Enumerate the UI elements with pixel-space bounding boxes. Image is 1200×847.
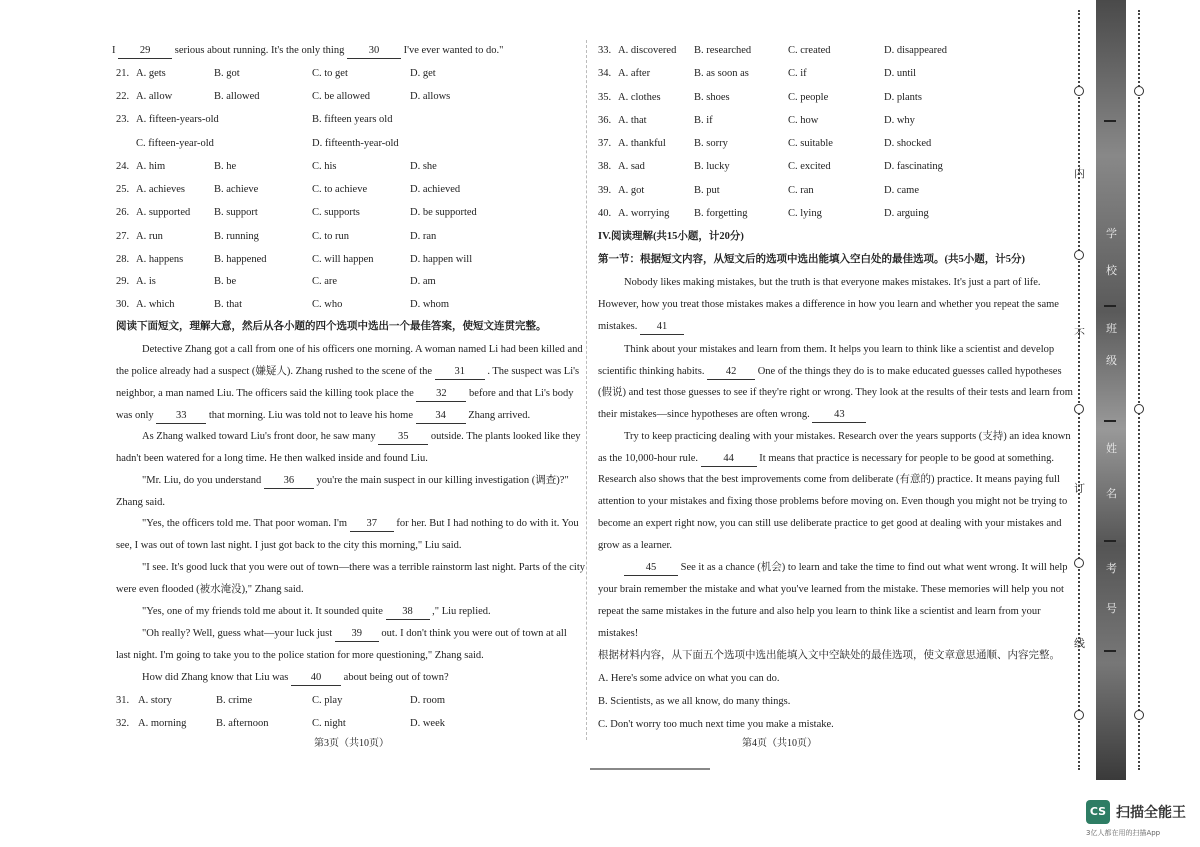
q-num: 36. <box>598 115 612 126</box>
seal-line <box>1138 10 1140 770</box>
text: was only <box>116 410 154 421</box>
option-d: D. be supported <box>410 207 477 218</box>
option-a: A. fifteen-years-old <box>136 114 219 125</box>
passage-line: Nobody likes making mistakes, but the truth is that everyone makes mistakes. It's just a part of life. <box>624 277 1041 288</box>
option-c: C. night <box>312 718 346 729</box>
column-divider <box>586 40 587 740</box>
option-d: D. shocked <box>884 138 932 149</box>
option-b: B. researched <box>694 45 752 56</box>
q-num: 30. <box>116 299 130 310</box>
student-info-strip <box>1096 0 1126 780</box>
binding-hole <box>1134 404 1144 414</box>
passage-line <box>598 452 1054 467</box>
option-b: B. lucky <box>694 161 730 172</box>
option-c: C. play <box>312 695 343 706</box>
passage-line <box>142 430 581 445</box>
option-b: B. that <box>214 299 242 310</box>
passage-line: hadn't been watered for a long time. He then walked inside and found Liu. <box>116 453 428 464</box>
option-d: D. am <box>410 276 436 287</box>
text: before and that Li's body <box>469 388 574 399</box>
option-c: C. to get <box>312 68 348 79</box>
cs-badge: CS <box>1086 800 1110 824</box>
blank-35: 35 <box>378 430 428 445</box>
option-c: C. be allowed <box>312 91 371 102</box>
option-c: C. to achieve <box>312 184 368 195</box>
binding-hole <box>1074 86 1084 96</box>
instruction: 阅读下面短文，理解大意，然后从各小题的四个选项中选出一个最佳答案，使短文连贯完整。 <box>116 321 547 332</box>
q-num: 40. <box>598 208 612 219</box>
answer-option-c: C. Don't worry too much next time you make a mistake. <box>598 719 834 730</box>
binding-hole <box>1074 558 1084 568</box>
option-b: B. happened <box>214 254 267 265</box>
binding-hole <box>1134 710 1144 720</box>
binding-hole <box>1074 710 1084 720</box>
info-label: 考 <box>1106 563 1117 575</box>
passage-line <box>142 627 567 642</box>
passage-line <box>116 409 530 424</box>
binding-hole <box>1074 404 1084 414</box>
text: you're the main suspect in our killing investigation (调查)?" <box>316 475 569 486</box>
info-label: 名 <box>1106 488 1117 500</box>
blank-43: 43 <box>812 408 866 423</box>
q-num: 34. <box>598 68 612 79</box>
option-d: D. why <box>884 115 915 126</box>
text: mistakes. <box>598 321 638 332</box>
text: "Mr. Liu, do you understand <box>142 475 262 486</box>
option-b: B. if <box>694 115 713 126</box>
intro-mid: serious about running. It's the only thing <box>174 45 345 56</box>
info-label: 班 <box>1106 323 1117 335</box>
option-c: C. fifteen-year-old <box>136 138 214 149</box>
section-title: IV.阅读理解(共15小题，计20分) <box>598 231 744 242</box>
option-a: A. achieves <box>136 184 185 195</box>
passage-line <box>142 605 491 620</box>
option-c: C. ran <box>788 185 814 196</box>
text: "Yes, one of my friends told me about it. It sounded quite <box>142 606 383 617</box>
option-d: D. week <box>410 718 445 729</box>
q-num: 25. <box>116 184 130 195</box>
option-b: B. sorry <box>694 138 728 149</box>
passage-line <box>624 561 1068 576</box>
option-c: C. who <box>312 299 343 310</box>
option-b: B. fifteen years old <box>312 114 393 125</box>
option-a: A. supported <box>136 207 191 218</box>
q-num: 24. <box>116 161 130 172</box>
seal-char: 线 <box>1074 638 1085 650</box>
binding-hole <box>1134 86 1144 96</box>
option-d: D. fascinating <box>884 161 943 172</box>
passage-line <box>142 474 569 489</box>
option-b: B. got <box>214 68 240 79</box>
option-b: B. be <box>214 276 237 287</box>
text: "Yes, the officers told me. That poor woman. I'm <box>142 518 348 529</box>
option-b: B. as soon as <box>694 68 749 79</box>
option-d: D. happen will <box>410 254 473 265</box>
option-a: A. clothes <box>618 92 661 103</box>
blank-34: 34 <box>416 409 466 424</box>
text: ," Liu replied. <box>432 606 491 617</box>
q-num: 32. <box>116 718 130 729</box>
option-d: D. plants <box>884 92 922 103</box>
option-d: D. achieved <box>410 184 461 195</box>
logo-tagline: 3亿人都在用的扫描App <box>1086 829 1161 837</box>
passage-line <box>598 320 684 335</box>
option-d: D. arguing <box>884 208 929 219</box>
info-label: 姓 <box>1106 443 1117 455</box>
answer-option-a: A. Here's some advice on what you can do. <box>598 673 780 684</box>
q-num: 37. <box>598 138 612 149</box>
text: How did Zhang know that Liu was <box>142 672 289 683</box>
blank-37: 37 <box>350 517 394 532</box>
blank-44: 44 <box>701 452 757 467</box>
seal-char: 不 <box>1074 328 1085 340</box>
tick <box>1104 120 1116 122</box>
option-d: D. allows <box>410 91 451 102</box>
option-d: D. she <box>410 161 437 172</box>
text: neighbor, a man named Liu. The officers said the killing took place the <box>116 388 414 399</box>
passage-line <box>142 517 579 532</box>
option-d: D. disappeared <box>884 45 947 56</box>
option-a: A. sad <box>618 161 645 172</box>
logo-name: 扫描全能王 <box>1116 805 1186 821</box>
option-a: A. discovered <box>618 45 677 56</box>
option-a: A. that <box>618 115 647 126</box>
passage-line: your brain remember the mistake and what you've learned from the mistake. These memories will help you not <box>598 584 1064 595</box>
option-a: A. story <box>138 695 172 706</box>
tick <box>1104 650 1116 652</box>
passage-line: were even flooded (被水淹没)," Zhang said. <box>116 584 304 595</box>
option-a: A. allow <box>136 91 173 102</box>
blank-40: 40 <box>291 671 341 686</box>
text: "Oh really? Well, guess what—your luck just <box>142 628 333 639</box>
page-footer: 第3页（共10页） <box>314 738 389 749</box>
option-b: B. put <box>694 185 720 196</box>
option-a: A. worrying <box>618 208 670 219</box>
tick <box>1104 540 1116 542</box>
info-label: 级 <box>1106 355 1117 367</box>
option-d: D. ran <box>410 231 437 242</box>
option-d: D. room <box>410 695 445 706</box>
passage-line <box>116 365 579 380</box>
option-b: B. allowed <box>214 91 260 102</box>
q-num: 23. <box>116 114 130 125</box>
intro-prefix: I <box>112 45 116 56</box>
q-num: 33. <box>598 45 612 56</box>
text: outside. The plants looked like they <box>430 431 581 442</box>
option-a: A. got <box>618 185 645 196</box>
q-num: 26. <box>116 207 130 218</box>
passage-line: repeat the same mistakes in the future and also help you learn to think like a scientist and learn from your <box>598 606 1041 617</box>
passage-line: Zhang said. <box>116 497 165 508</box>
option-b: B. forgetting <box>694 208 748 219</box>
info-label: 号 <box>1106 603 1117 615</box>
passage-line: grow as a learner. <box>598 540 673 551</box>
option-c: C. if <box>788 68 807 79</box>
answer-option-b: B. Scientists, as we all know, do many things. <box>598 696 791 707</box>
seal-char: 内 <box>1074 168 1085 180</box>
tick <box>1104 305 1116 307</box>
q-num: 22. <box>116 91 130 102</box>
blank-42: 42 <box>707 365 755 380</box>
passage-line: Research also shows that the best improvements come from deliberate (有意的) practice. It means paying full <box>598 474 1060 485</box>
passage-line: However, how you treat those mistakes makes a difference in how you learn and whether you repeat the same <box>598 299 1059 310</box>
option-c: C. suitable <box>788 138 833 149</box>
option-c: C. supports <box>312 207 360 218</box>
passage-line <box>598 365 1062 380</box>
text: their mistakes—since hypotheses are often wrong. <box>598 409 810 420</box>
option-c: C. how <box>788 115 819 126</box>
passage-line: last night. I'm going to take you to the police station for more questioning," Zhang said. <box>116 650 484 661</box>
option-b: B. running <box>214 231 259 242</box>
option-c: C. lying <box>788 208 822 219</box>
info-label: 学 <box>1106 228 1117 240</box>
text: See it as a chance (机会) to learn and take the time to find out what went wrong. It will help <box>680 562 1068 573</box>
option-b: B. support <box>214 207 258 218</box>
text: the police already had a suspect (嫌疑人). Zhang rushed to the scene of the <box>116 366 433 377</box>
option-b: B. afternoon <box>216 718 269 729</box>
text: for her. But I had nothing to do with it. You <box>396 518 579 529</box>
option-b: B. shoes <box>694 92 730 103</box>
blank-39: 39 <box>335 627 379 642</box>
text: . The suspect was Li's <box>487 366 580 377</box>
intro-line <box>112 44 503 59</box>
option-a: A. after <box>618 68 651 79</box>
option-c: C. people <box>788 92 829 103</box>
q-num: 21. <box>116 68 130 79</box>
seal-line <box>1078 10 1080 770</box>
option-d: D. came <box>884 185 919 196</box>
text: Zhang arrived. <box>468 410 531 421</box>
q-num: 35. <box>598 92 612 103</box>
seal-char: 订 <box>1074 483 1085 495</box>
blank-31: 31 <box>435 365 485 380</box>
blank-36: 36 <box>264 474 314 489</box>
passage-line: Try to keep practicing dealing with your mistakes. Research over the years supports (支持) an idea known <box>624 431 1071 442</box>
option-d: D. fifteenth-year-old <box>312 138 399 149</box>
q-num: 39. <box>598 185 612 196</box>
passage-line: Think about your mistakes and learn from them. It helps you learn to think like a scientist and develop <box>624 344 1055 355</box>
option-a: A. thankful <box>618 138 666 149</box>
blank-33: 33 <box>156 409 206 424</box>
passage-line <box>598 408 866 423</box>
option-b: B. he <box>214 161 237 172</box>
text: out. I don't think you were out of town at all <box>381 628 567 639</box>
option-a: A. run <box>136 231 163 242</box>
q-num: 31. <box>116 695 130 706</box>
choose-instruction: 根据材料内容，从下面五个选项中选出能填入文中空缺处的最佳选项，使文章意思通顺、内容完整。 <box>598 650 1060 661</box>
passage-line <box>116 387 574 402</box>
option-a: A. which <box>136 299 175 310</box>
info-label: 校 <box>1106 265 1117 277</box>
blank-30: 30 <box>347 44 401 59</box>
option-d: D. get <box>410 68 436 79</box>
scanner-logo <box>1086 800 1186 845</box>
option-c: C. will happen <box>312 254 374 265</box>
option-d: D. until <box>884 68 917 79</box>
text: as the 10,000-hour rule. <box>598 453 699 464</box>
blank-41: 41 <box>640 320 684 335</box>
option-c: C. excited <box>788 161 831 172</box>
text: that morning. Liu was told not to leave his home <box>208 410 414 421</box>
option-c: C. to run <box>312 231 350 242</box>
section-subtitle: 第一节：根据短文内容，从短文后的选项中选出能填入空白处的最佳选项。(共5小题，计5分) <box>598 254 1025 265</box>
text: As Zhang walked toward Liu's front door, he saw many <box>142 431 376 442</box>
text: It means that practice is necessary for people to be good at something. <box>759 453 1055 464</box>
passage-line: (假说) and test those guesses to see if they're right or wrong. They look at the results of their tests and learn from <box>598 387 1073 398</box>
tick <box>1104 420 1116 422</box>
q-num: 27. <box>116 231 130 242</box>
option-a: A. happens <box>136 254 184 265</box>
page-footer: 第4页（共10页） <box>742 738 817 749</box>
passage-line: see, I was out of town last night. I just got back to the city this morning," Liu said. <box>116 540 462 551</box>
text: about being out of town? <box>343 672 449 683</box>
blank-29: 29 <box>118 44 172 59</box>
blank-32: 32 <box>416 387 466 402</box>
text: scientific thinking habits. <box>598 366 705 377</box>
q-num: 28. <box>116 254 130 265</box>
option-a: A. is <box>136 276 156 287</box>
passage-line: Detective Zhang got a call from one of his officers one morning. A woman named Li had been killed and <box>142 344 583 355</box>
text: One of the things they do is to make educated guesses called hypotheses <box>757 366 1062 377</box>
option-a: A. morning <box>138 718 187 729</box>
passage-line: mistakes! <box>598 628 639 639</box>
blank-45: 45 <box>624 561 678 576</box>
option-a: A. him <box>136 161 166 172</box>
binding-margin <box>1068 0 1200 780</box>
scan-mark <box>590 768 710 770</box>
q-num: 29. <box>116 276 130 287</box>
option-c: C. his <box>312 161 337 172</box>
passage-line: attention to your mistakes and fixing those problems before moving on. Even though you might not be trying to <box>598 496 1068 507</box>
option-b: B. achieve <box>214 184 259 195</box>
passage-line <box>142 671 449 686</box>
blank-38: 38 <box>386 605 430 620</box>
binding-hole <box>1074 250 1084 260</box>
intro-suffix: I've ever wanted to do." <box>403 45 504 56</box>
option-a: A. gets <box>136 68 166 79</box>
q-num: 38. <box>598 161 612 172</box>
passage-line: become an expert right now, you can still use deliberate practice to get good at dealing with your mistakes and <box>598 518 1062 529</box>
passage-line: "I see. It's good luck that you were out of town—there was a terrible rainstorm last night. Parts of the city <box>142 562 585 573</box>
option-c: C. created <box>788 45 831 56</box>
option-d: D. whom <box>410 299 450 310</box>
option-b: B. crime <box>216 695 253 706</box>
option-c: C. are <box>312 276 338 287</box>
